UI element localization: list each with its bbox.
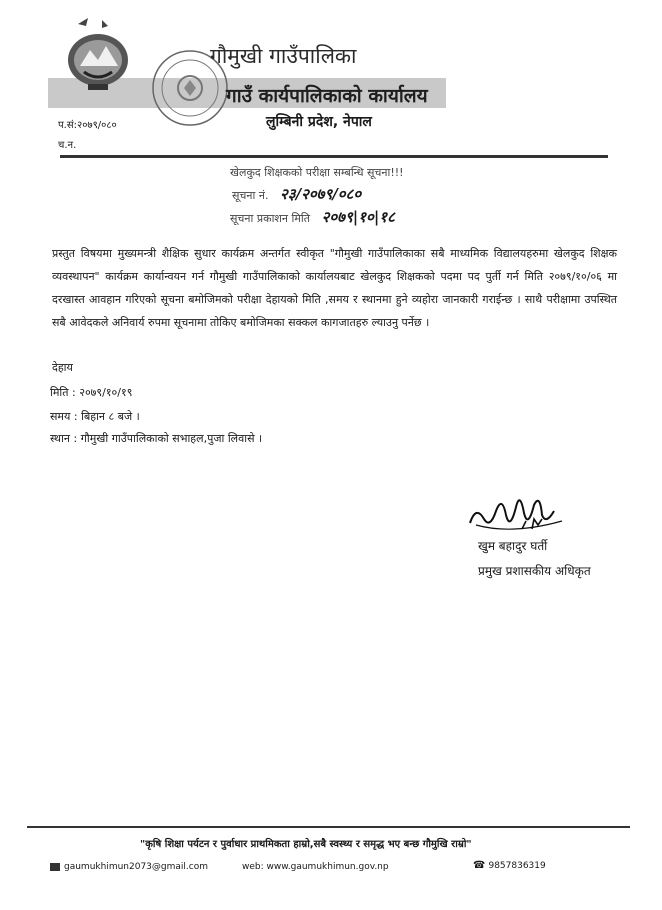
- signer-name: खुम बहादुर घर्ती: [478, 539, 548, 553]
- mail-icon: [50, 863, 60, 871]
- signer-designation: प्रमुख प्रशासकीय अधिकृत: [478, 564, 591, 578]
- exam-venue: स्थान : गौमुखी गाउँपालिकाको सभाहल,पुजा लिवासे ।: [50, 432, 263, 445]
- footer-phone: [473, 860, 546, 871]
- handwritten-signature: [462, 485, 572, 544]
- notice-number-value: २३/२०७९/०८०: [279, 185, 362, 203]
- notice-title: खेलकुद शिक्षकको परीक्षा सम्बन्धि सूचना!!!: [230, 166, 404, 179]
- dispatch-number: च.न.: [58, 140, 77, 151]
- nepal-coat-of-arms-icon: [58, 16, 138, 100]
- notice-date-value: २०७९|१०|१८: [321, 208, 395, 226]
- notice-date-label: सूचना प्रकाशन मिति: [230, 212, 311, 225]
- header-divider: [60, 155, 608, 158]
- phone-icon: ☎: [473, 860, 486, 871]
- footer-slogan: "कृषि शिक्षा पर्यटन र पुर्वाधार प्राथमिकता हाम्रो,सबै स्वस्थ्य र समृद्ध भए बन्छ गौमुखि राम्रो": [140, 839, 472, 850]
- footer-divider: [27, 826, 630, 828]
- details-label: देहाय: [52, 361, 73, 374]
- email-text: gaumukhimun2073@gmail.com: [64, 862, 208, 872]
- municipality-name: गौमुखी गाउँपालिका: [210, 44, 357, 68]
- office-name: गाउँ कार्यपालिकाको कार्यालय: [226, 85, 428, 107]
- province-name: लुम्बिनी प्रदेश, नेपाल: [266, 114, 372, 130]
- notice-number-label: सूचना नं.: [232, 189, 269, 202]
- notice-publish-date: [230, 207, 395, 227]
- phone-text: 9857836319: [488, 861, 546, 871]
- reference-number: प.सं:२०७९/०८०: [58, 120, 117, 131]
- footer-email: [50, 862, 208, 872]
- footer-website: web: www.gaumukhimun.gov.np: [242, 862, 389, 872]
- notice-body-paragraph: प्रस्तुत विषयमा मुख्यमन्त्री शैक्षिक सुधार कार्यक्रम अन्तर्गत स्वीकृत "गौमुखी गाउँपालिकाका सबै माध्यमिक विद्यालयहरुमा खेलकुद शिक्षक व्यवस्थापन" कार्यक्रम कार्यान्वयन गर्न गौमुखी गाउँपालिकाको कार्यालयबाट खेलकुद शिक्षकको पदमा पद पुर्ती गर्न मिति २०७९/१०/०६ मा दरखास्त आवहान गरिएको सूचना बमोजिमको परीक्षा देहायको मिति ,समय र स्थानमा हुने व्यहोरा जानकारी गराईन्छ । साथै परीक्षामा उपस्थित सबै आवेदकले अनिवार्य रुपमा सूचनामा तोकिए बमोजिमका सक्कल कागजातहरु ल्याउनु पर्नेछ ।: [52, 247, 617, 329]
- exam-date: मिति : २०७९/१०/१९: [50, 386, 133, 399]
- notice-number: [232, 184, 361, 204]
- exam-time: समय : बिहान ८ बजे ।: [50, 410, 140, 423]
